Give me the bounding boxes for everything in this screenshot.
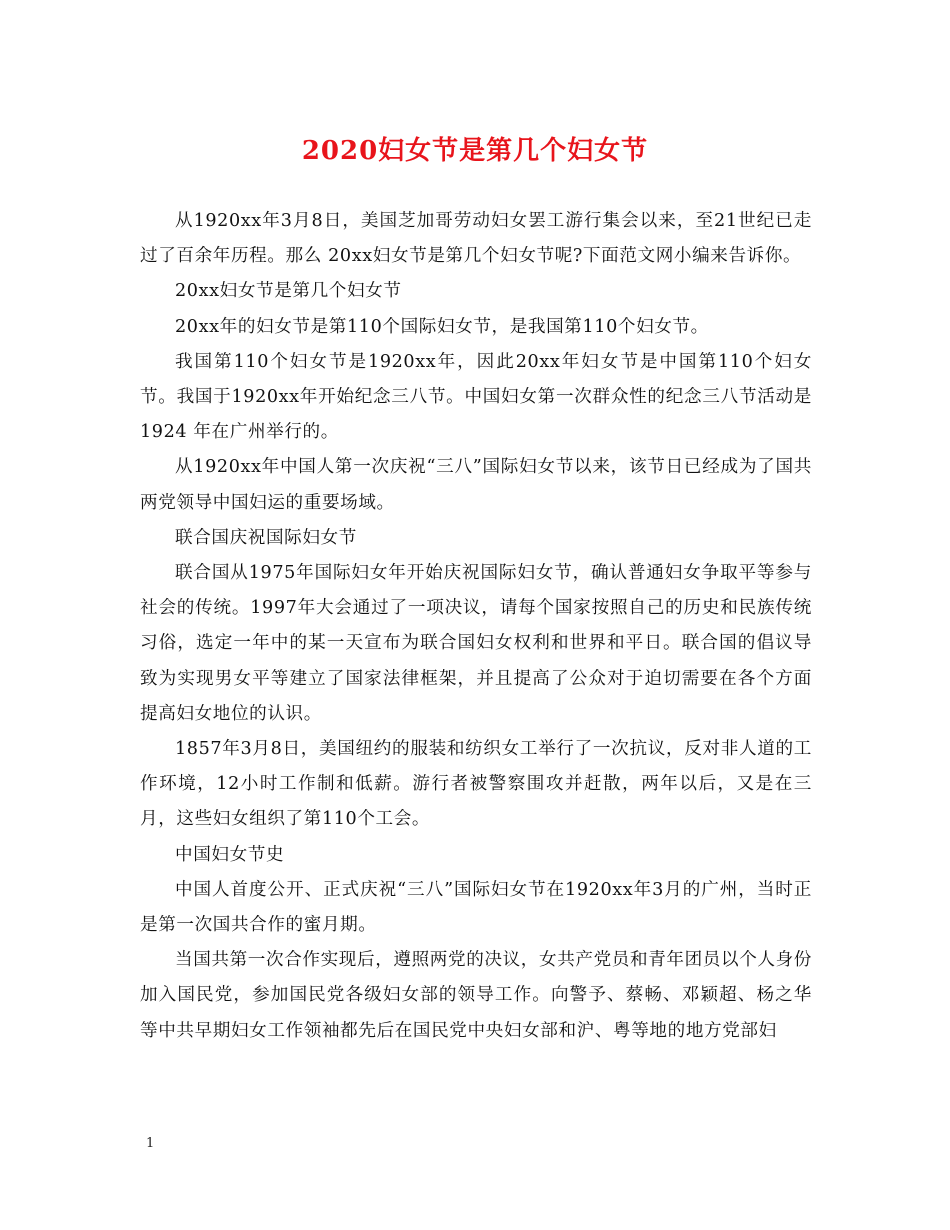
- section-heading: 中国妇女节史: [175, 844, 285, 865]
- paragraph: 1857年3月8日，美国纽约的服装和纺织女工举行了一次抗议，反对非人道的工作环境，12小时工作制和低薪。游行者被警察围攻并赶散，两年以后，又是在三月，这些妇女组织了第110个工会。: [140, 739, 812, 830]
- section-heading: 联合国庆祝国际妇女节: [175, 527, 357, 548]
- section-heading: 20xx妇女节是第几个妇女节: [175, 281, 402, 302]
- paragraph: 联合国从1975年国际妇女年开始庆祝国际妇女节，确认普通妇女争取平等参与社会的传统。1997年大会通过了一项决议，请每个国家按照自己的历史和民族传统习俗，选定一年中的某一天宣布为联合国妇女权利和世界和平日。联合国的倡议导致为实现男女平等建立了国家法律框架，并且提高了公众对于迫切需要在各个方面提高妇女地位的认识。: [140, 563, 812, 724]
- page-number: 1: [146, 1136, 155, 1151]
- document-body: [140, 204, 812, 1049]
- paragraph: 我国第110个妇女节是1920xx年，因此20xx年妇女节是中国第110个妇女节。我国于1920xx年开始纪念三八节。中国妇女第一次群众性的纪念三八节活动是1924 年在广州举行的。: [140, 351, 812, 443]
- paragraph: 中国人首度公开、正式庆祝“三八”国际妇女节在1920xx年3月的广州，当时正是第一次国共合作的蜜月期。: [140, 879, 812, 936]
- paragraph: 当国共第一次合作实现后，遵照两党的决议，女共产党员和青年团员以个人身份加入国民党，参加国民党各级妇女部的领导工作。向警予、蔡畅、邓颖超、杨之华等中共早期妇女工作领袖都先后在国民党中央妇女部和沪、粤等地的地方党部妇: [140, 950, 812, 1041]
- paragraph: 20xx年的妇女节是第110个国际妇女节，是我国第110个妇女节。: [175, 316, 709, 337]
- paragraph: 从1920xx年中国人第一次庆祝“三八”国际妇女节以来，该节日已经成为了国共两党领导中国妇运的重要场域。: [140, 457, 812, 513]
- document-title: 2020妇女节是第几个妇女节: [301, 136, 649, 166]
- paragraph: 从1920xx年3月8日，美国芝加哥劳动妇女罢工游行集会以来，至21世纪已走过了百余年历程。那么 20xx妇女节是第几个妇女节呢?下面范文网小编来告诉你。: [140, 211, 812, 267]
